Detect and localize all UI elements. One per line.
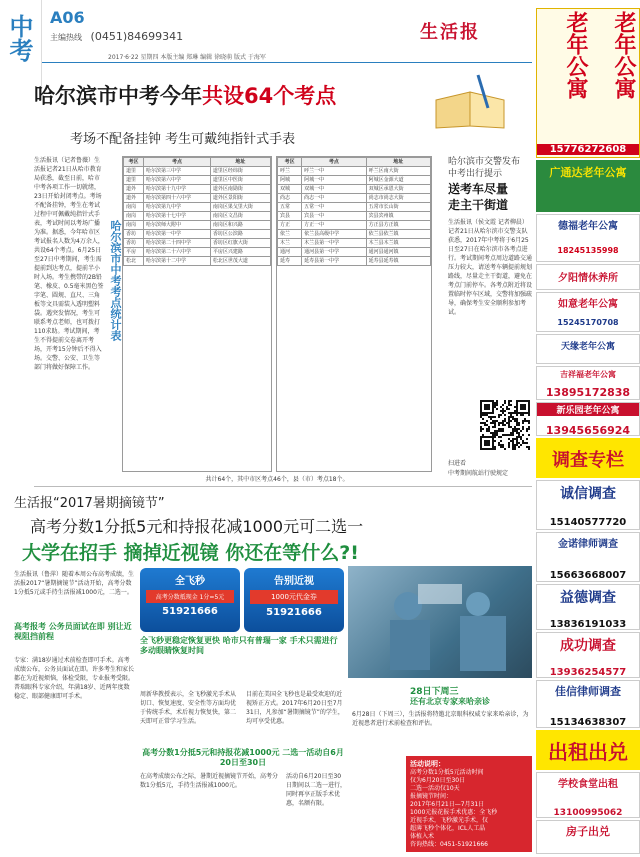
ad-phone: 15776272608 [537,144,639,155]
book-illustration [430,70,510,132]
ad-house-transfer[interactable] [536,820,640,854]
box-line: 高考分数1分抵5元活动时间 [410,769,484,776]
qr-code[interactable] [480,400,530,450]
table-cell: 依兰 [278,230,302,239]
col-header: 地址 [366,158,430,167]
exam-sites-table-right [276,156,432,472]
subhead-1: 考场不配备挂钟 考生可戴纯指针式手表 [70,132,296,147]
table-cell: 香坊 [124,239,144,248]
table-cell: 哈尔滨第一中学 [144,230,211,239]
hotline [50,30,183,43]
table-row [278,194,431,203]
table-row [124,221,271,230]
table-cell: 五常市长山街 [366,203,430,212]
table-cell: 道里区中医街 [210,176,270,185]
ad-title: 金诺律师调查 [558,539,618,550]
exam-sites-table-left [122,156,272,472]
table-cell: 木兰 [278,239,302,248]
page-number: A06 [50,8,85,27]
ad-phone: 15134638307 [549,717,627,728]
qr-caption: 扫进看 [448,460,467,467]
table-cell: 宾县一中 [302,212,366,221]
table-cell: 香坊 [124,230,144,239]
table-cell: 道外区南勋街 [210,185,270,194]
table-cell: 木兰县第一中学 [302,239,366,248]
ad-xinleyuan[interactable] [536,402,640,436]
article2-kicker: 生活报“2017暑期摘镜节” [14,496,165,511]
ad-chenggong[interactable] [536,632,640,678]
box-line: 近视手术，飞秒激光手术，仅 [410,817,489,824]
table-cell: 道里 [124,167,144,176]
table-cell: 方正县方正镇 [366,221,430,230]
table-cell: 哈尔滨第三中学 [144,167,211,176]
table-cell: 道里区经纬街 [210,167,270,176]
table-cell: 方正 [278,221,302,230]
table-cell: 香坊区红旗大街 [210,239,270,248]
ad-phone: 18245135998 [557,246,619,255]
ad-title: 天缘老年公寓 [560,342,615,352]
date-head-2: 还有北京专家来哈亲诊 [410,697,490,706]
date-body: 6月28日（下周三），生活报将特邀北京眼科权威专家来哈亲诊，为近视患者进行术前检查和评估。 [352,711,529,727]
ad-title: 广通达老年公寓 [549,166,627,179]
table-row [124,248,271,257]
article2-intro: 生活报讯（鲁萍）随着本周公布高考成绩，生活报2017“暑期摘镜节”活动开始，高考分数1分抵5元或手持生活报减1000元，二选一。 [14,571,134,596]
ad-title: 出租出兑 [548,740,628,764]
qr-caption-2: 中考期间航站行驶规定 [448,470,509,477]
table-cell: 香坊区公滨路 [210,230,270,239]
table-row [124,257,271,266]
ad-investigation-column[interactable] [536,438,640,478]
ad-jiaxin[interactable] [536,680,640,728]
box-line: 咨询热线：0451-51921666 [410,841,488,848]
ad-title: 新乐园老年公寓 [537,403,639,416]
table-cell: 南岗区和兴路 [210,221,270,230]
ad-phone: 13100995062 [553,808,623,818]
ad-tianyuan[interactable] [536,334,640,364]
article2-headline2: 大学在招手 摘掉近视镜 你还在等什么?! [22,542,359,564]
table-cell: 哈尔滨第十七中学 [144,212,211,221]
table-cell: 延寿 [278,257,302,266]
activity-info-box [406,756,532,852]
article2-subhead: 全飞秒更稳定恢复更快 哈市只有普瑞一家 手术只需进行 多动眼睛恢复时间 [140,636,338,655]
table-cell: 双城 [278,185,302,194]
ad-phone: 13945656924 [545,424,631,436]
table-row [124,239,271,248]
table-row [278,248,431,257]
cta-banner: 高考分数1分抵5元和持报花减1000元 二选一活动自6月20日至30日 [142,748,344,767]
ad-xiyangqing[interactable] [536,264,640,290]
table-cell: 道外 [124,185,144,194]
table-cell: 松北 [124,257,144,266]
ad-school-canteen[interactable] [536,772,640,818]
ad-phone: 15140577720 [549,517,627,528]
table-row [124,185,271,194]
table-cell: 哈尔滨第十九中学 [144,185,211,194]
ad-phone: 13936254577 [549,667,627,678]
ad-title-left: 老年公寓 [563,11,588,99]
table-cell: 道外区景阳街 [210,194,270,203]
table-cell: 呼兰一中 [302,167,366,176]
box-lines [410,769,528,849]
table-cell: 木兰县木兰镇 [366,239,430,248]
table-row [278,212,431,221]
promo-1-phone: 51921666 [162,606,218,617]
table-cell: 依兰县高级中学 [302,230,366,239]
ad-title: 德福老年公寓 [558,221,618,232]
issue-line: 2017·6·22 星期四 本版主编 郑琳 编辑 徐晓萌 版式 于海军 [108,54,266,61]
table-cell: 宾县 [278,212,302,221]
table-row [278,176,431,185]
table-cell: 双城区承恩大街 [366,185,430,194]
table-row [124,176,271,185]
ad-title: 益德调查 [560,590,616,606]
side-story-head1: 哈尔滨市交警发布 [448,157,521,167]
ad-phone: 15245170708 [557,318,619,327]
ad-guangtongda[interactable] [536,160,640,212]
table-cell: 通河县通河镇 [366,248,430,257]
table-cell: 依兰县依兰镇 [366,230,430,239]
date-head-1: 28日下周三 [410,687,459,697]
table-row [278,203,431,212]
promo-card-2[interactable] [244,568,344,632]
newspaper-logo: 生活报 [420,22,480,43]
table-cell: 哈尔滨师大附中 [144,221,211,230]
table-cell: 南岗区果戈里大街 [210,203,270,212]
table-row [124,167,271,176]
ad-chengxin[interactable] [536,480,640,530]
table-cell: 平房区兴建路 [210,248,270,257]
table-cell: 呼兰区南大街 [366,167,430,176]
col-header: 地址 [210,158,270,167]
ad-title: 夕阳情休养所 [558,273,618,284]
table-cell: 双城一中 [302,185,366,194]
ad-jinnuo[interactable] [536,532,640,582]
col1-body: 专家：满18岁通过术前检查即可手术。高考成绩公布，公务员面试在即。许多考生和家长都在为近视烦恼，体检受限，专业报考受限。普瑞眼科专家介绍，年满18岁、近两年度数稳定、眼部健康即可手术。 [14,657,134,700]
table-cell: 通河 [278,248,302,257]
table-cell: 宾县宾州镇 [366,212,430,221]
promo-card-1[interactable] [140,568,240,632]
table-row [278,257,431,266]
table-row [124,203,271,212]
table-cell: 松北区世茂大道 [210,257,270,266]
side-story-head4: 走主干街道 [448,198,509,212]
table-cell: 尚志一中 [302,194,366,203]
headline-1b: 共设64个考点 [202,84,337,108]
ad-title: 诚信调查 [560,486,616,502]
table-cell: 南岗 [124,203,144,212]
table-cell: 南岗 [124,212,144,221]
box-line: 报摘镜节时间： [410,793,453,800]
table-cell: 哈尔滨第二十六中学 [144,248,211,257]
table-cell: 五常一中 [302,203,366,212]
table-cell: 方正一中 [302,221,366,230]
ad-rent-transfer[interactable] [536,730,640,770]
col2-body: 周新华教授表示，全飞秒激光手术从切口、恢复速度、安全性等方面均优于传统手术，术后视力恢复快，第二天即可正常学习生活。 [140,691,237,725]
table-note: 共计64个，其中市区考点46个，县（市）考点18个。 [205,476,349,483]
table-row [278,221,431,230]
col-header: 考区 [124,158,144,167]
hotline-label: 主编热线 [50,33,82,42]
table-row [124,230,271,239]
table-cell: 哈尔滨第四十六中学 [144,194,211,203]
table-row [124,212,271,221]
article1-body: 生活报讯（记者鲁薇）生活报记者21日从哈市教育局获悉，截至日前，哈市中考各项工作一切就绪，23日开始封闭考点。考场不配备挂钟，考生在考试过程中可佩戴纯指针式手表，考试时间以考场广播为准。据悉，今年哈市区考试报名人数为4万余人，共设64个考点。6月25日至27日中考期间，考生需提前到达考点，提前半小时入场。考生携带的2B铅笔、橡皮、0.5毫米黑色签字笔、圆规、直尺、三角板等文具需装入透明塑料袋。遇突发情况，考生可联系考点老师，也可拨打110求助。考试期间，考生不得提前交卷离开考场，开考15分钟后不得入场。交警、公安、卫生等部门将做好保障工作。 [34,157,104,371]
table-cell: 哈尔滨第六中学 [144,176,211,185]
table-row [278,230,431,239]
side-story-body: 生活报讯（侯文霞 记者柳晨）记者21日从哈尔滨市交警支队获悉，2017年中考将于6月25日至27日在哈尔滨市各考点进行。考试期间考点周边道路交通压力较大，请送考车辆提前规划路线，尽量走主干街道，避免在考点门前停车。各考点附近将设置临时停车区域，交警将加强疏导，确保考生安全顺利参加考试。 [448,219,532,316]
ad-title: 学校食堂出租 [558,779,618,790]
promo-2-text: 1000元代金券 [250,590,338,604]
table-cell: 呼兰 [278,167,302,176]
table-cell: 延寿县延寿镇 [366,257,430,266]
col-header: 考点 [144,158,211,167]
col-header: 考点 [302,158,366,167]
surgery-photo [348,566,532,678]
table-cell: 平房 [124,248,144,257]
box-line: 1000元报花报手术优惠：全飞秒 [410,809,498,816]
section-title: 中考 [5,14,34,62]
ad-title: 成功调查 [560,638,616,654]
table-cell: 延寿县第一中学 [302,257,366,266]
box-line: 2017年6月21日—7月31日 [410,801,485,808]
hotline-number: (0451)84699341 [90,30,184,43]
table-sidebar-title: 哈尔滨市中考考点统计表 [109,220,122,341]
ad-jixiangfu[interactable] [536,366,640,400]
box-line: 超薄飞秒个体化，ICL人工晶 [410,825,486,832]
ad-title: 调查专栏 [552,450,624,471]
side-story-head3: 送考车尽量 [448,182,509,196]
table-cell: 阿城 [278,176,302,185]
box-line: 二选一活动仅10天 [410,785,460,792]
promo-1-title: 全飞秒 [175,576,205,587]
box-line: 体植入术 [410,833,435,840]
col5-body: 活动自6月20日至30日期间以二选一进行，同时再享正版手术优惠，名额有限。 [286,773,346,807]
table-cell: 南岗 [124,221,144,230]
article2-headline1: 高考分数1分抵5元和持报花减1000元可二选一 [30,517,364,536]
promo-2-phone: 51921666 [266,607,322,618]
table-cell: 哈尔滨第九中学 [144,203,211,212]
table-row [124,194,271,203]
table-cell: 尚志 [278,194,302,203]
table-cell: 南岗区文昌街 [210,212,270,221]
table-cell: 道外 [124,194,144,203]
table-cell: 阿城一中 [302,176,366,185]
side-story-head2: 中考出行提示 [448,169,503,179]
ad-elderly-home-top[interactable] [536,8,640,158]
headline-1 [34,80,336,110]
col1-head: 高考报考 公务员面试在即 别让近视阻挡前程 [14,622,132,641]
table-row [278,239,431,248]
ad-title: 吉祥福老年公寓 [560,370,616,379]
box-title: 活动说明： [410,760,445,768]
col4-body: 在高考成绩公布之际，暑期近视摘镜节开始，高考分数1分抵5元，手持生活报减1000元。 [140,773,279,789]
ad-phone: 15663668007 [549,570,627,581]
promo-1-text: 高考分数抵现金 1分=5元 [146,590,234,603]
table-cell: 阿城区金源大道 [366,176,430,185]
table-cell: 尚志市尚志大街 [366,194,430,203]
table-cell: 通河县第一中学 [302,248,366,257]
col3-body: 目前在美国全飞秒也是最受欢迎的近视矫正方式。2017年6月20日至7月31日，凡参加“暑期摘镜节”的学生，均可享受优惠。 [246,691,344,725]
ad-phone: 13895172838 [545,386,631,399]
table-cell: 哈尔滨第十二中学 [144,257,211,266]
ad-title: 如意老年公寓 [558,299,618,310]
ad-yide[interactable] [536,584,640,630]
ad-phone: 13836191033 [549,619,627,630]
table-cell: 五常 [278,203,302,212]
ad-defu[interactable] [536,214,640,262]
table-row [278,167,431,176]
box-line: 仅为6月20日至30日 [410,777,466,784]
col-header: 考区 [278,158,302,167]
ad-title-right: 老年公寓 [611,11,636,99]
table-cell: 哈尔滨第二十四中学 [144,239,211,248]
ad-title: 房子出兑 [566,825,610,838]
headline-1a: 哈尔滨市中考今年 [34,84,202,108]
table-cell: 道里 [124,176,144,185]
promo-2-title: 告别近视 [274,576,314,587]
ad-title: 佳信律师调查 [555,685,621,698]
table-row [278,185,431,194]
ad-ruyi[interactable] [536,292,640,332]
